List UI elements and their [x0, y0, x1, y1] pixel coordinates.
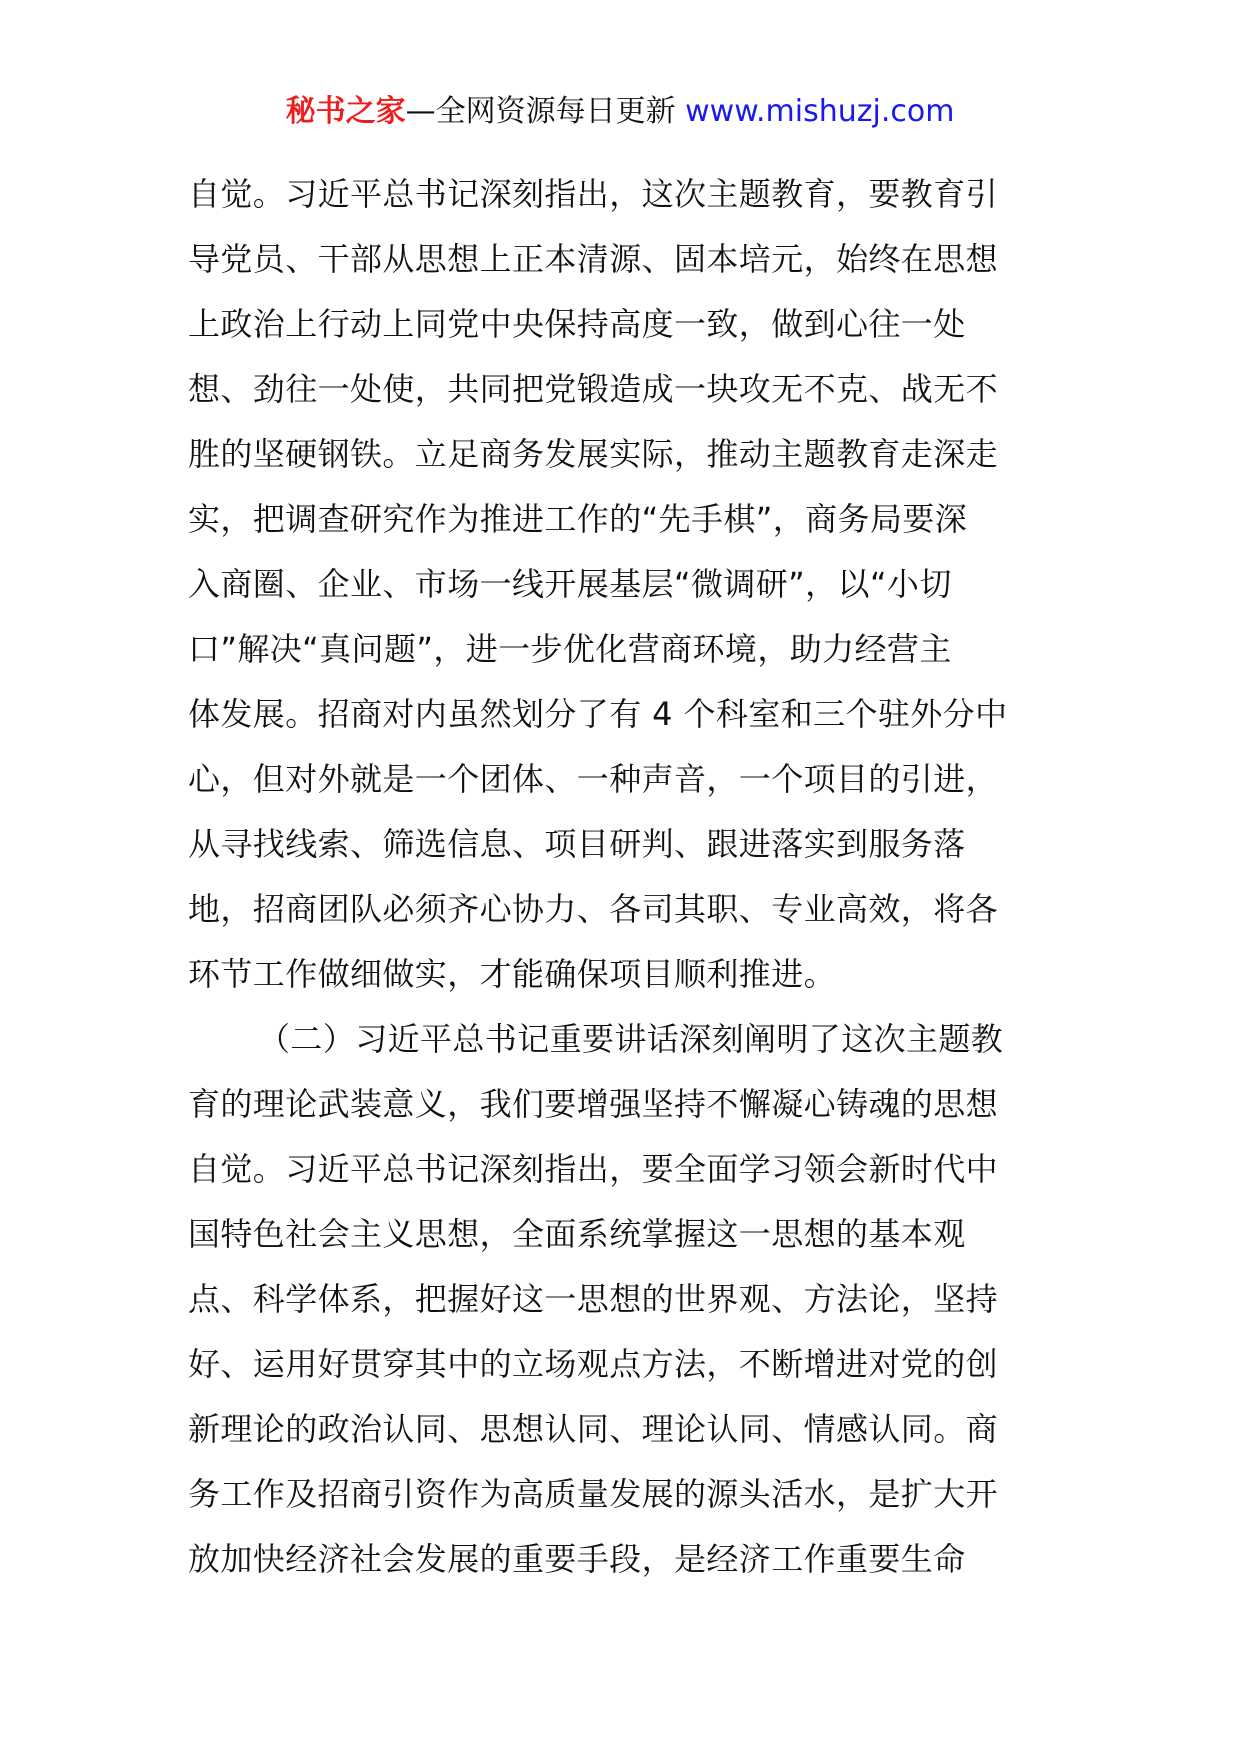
text-line: 口”解决“真问题”，进一步优化营商环境，助力经营主 — [188, 630, 952, 668]
text-line: 体发展。招商对内虽然划分了有 4 个科室和三个驻外分中 — [188, 695, 1008, 733]
site-url-link[interactable]: www.mishuzj.com — [685, 94, 955, 129]
brand-name: 秘书之家 — [285, 94, 406, 129]
text-line: 务工作及招商引资作为高质量发展的源头活水，是扩大开 — [188, 1475, 999, 1513]
text-line: 实，把调查研究作为推进工作的“先手棋”，商务局要深 — [188, 500, 968, 538]
text-line: 地，招商团队必须齐心协力、各司其职、专业高效，将各 — [188, 890, 999, 928]
paragraph-start-line: （二）习近平总书记重要讲话深刻阐明了这次主题教 — [258, 1020, 1004, 1058]
document-body — [188, 162, 1058, 1592]
text-line: 想、劲往一处使，共同把党锻造成一块攻无不克、战无不 — [188, 370, 999, 408]
page-header — [0, 92, 1240, 132]
text-line: 点、科学体系，把握好这一思想的世界观、方法论，坚持 — [188, 1280, 999, 1318]
text-line: 新理论的政治认同、思想认同、理论认同、情感认同。商 — [188, 1410, 999, 1448]
text-line: 导党员、干部从思想上正本清源、固本培元，始终在思想 — [188, 240, 999, 278]
text-line: 胜的坚硬钢铁。立足商务发展实际，推动主题教育走深走 — [188, 435, 999, 473]
text-line: 育的理论武装意义，我们要增强坚持不懈凝心铸魂的思想 — [188, 1085, 999, 1123]
text-line: 心，但对外就是一个团体、一种声音，一个项目的引进， — [188, 760, 999, 798]
text-line: 上政治上行动上同党中央保持高度一致，做到心往一处 — [188, 305, 966, 343]
text-line: 从寻找线索、筛选信息、项目研判、跟进落实到服务落 — [188, 825, 966, 863]
text-line: 入商圈、企业、市场一线开展基层“微调研”，以“小切 — [188, 565, 952, 603]
text-line: 国特色社会主义思想，全面系统掌握这一思想的基本观 — [188, 1215, 966, 1253]
text-line: 好、运用好贯穿其中的立场观点方法，不断增进对党的创 — [188, 1345, 999, 1383]
text-line: 自觉。习近平总书记深刻指出，要全面学习领会新时代中 — [188, 1150, 999, 1188]
text-line: 放加快经济社会发展的重要手段，是经济工作重要生命 — [188, 1540, 966, 1578]
text-line: 环节工作做细做实，才能确保项目顺利推进。 — [188, 955, 837, 993]
text-line: 自觉。习近平总书记深刻指出，这次主题教育，要教育引 — [188, 175, 999, 213]
header-slogan: —全网资源每日更新 — [405, 94, 676, 129]
